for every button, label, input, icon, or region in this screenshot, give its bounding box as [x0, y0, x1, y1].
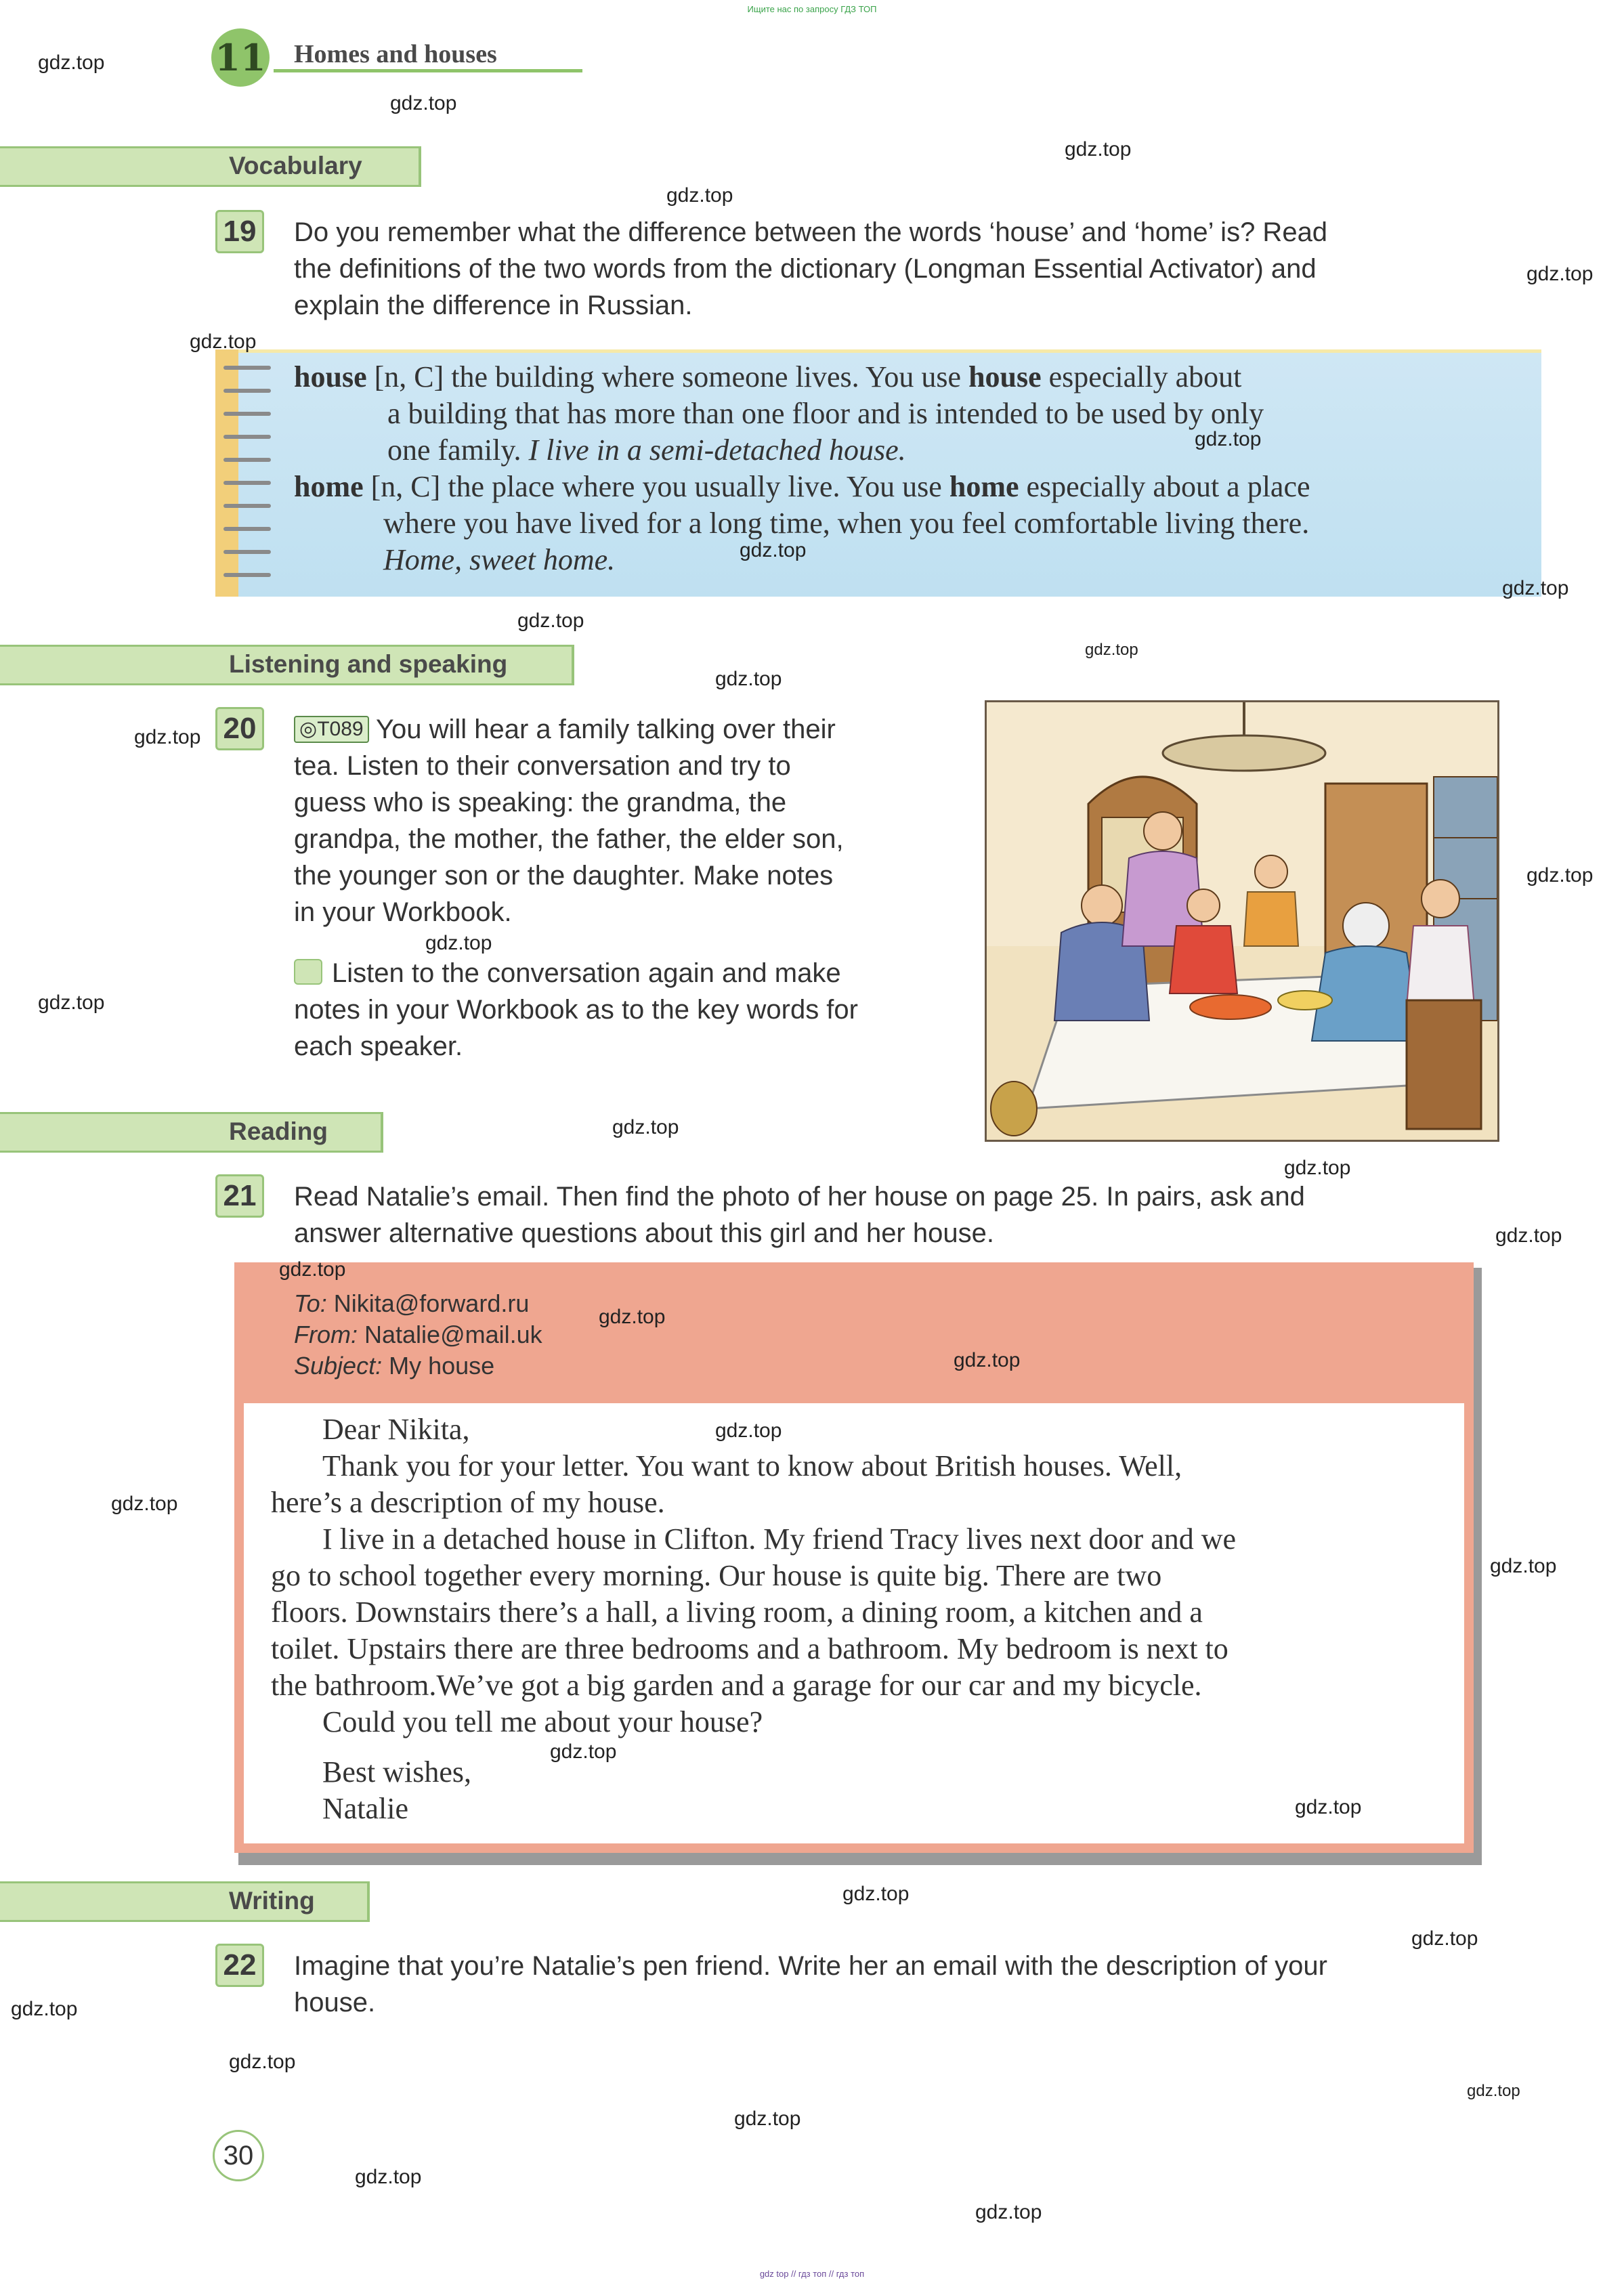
- unit-title-underline: [274, 69, 582, 72]
- dictionary-entry-house: [294, 359, 1513, 469]
- watermark: gdz.top: [111, 1493, 178, 1515]
- section-label-vocabulary: Vocabulary: [229, 152, 362, 179]
- watermark: gdz.top: [1495, 1224, 1562, 1247]
- watermark: gdz.top: [390, 92, 457, 114]
- email-line: Could you tell me about your house?: [322, 1705, 763, 1738]
- email-line: Thank you for your letter. You want to know about British houses. Well,: [322, 1449, 1182, 1482]
- email-subject-label: Subject:: [294, 1352, 383, 1380]
- headword-home: home: [294, 470, 364, 503]
- watermark: gdz.top: [190, 330, 257, 353]
- ring-icon: [223, 435, 271, 439]
- listen-again-icon: [294, 959, 322, 985]
- watermark: gdz.top: [842, 1883, 910, 1905]
- email-from-label: From:: [294, 1321, 358, 1348]
- text-line: answer alternative questions about this girl and her house.: [294, 1218, 994, 1248]
- ring-icon: [223, 527, 271, 531]
- text-line: tea. Listen to their conversation and try to: [294, 751, 791, 781]
- watermark: gdz.top: [954, 1349, 1021, 1371]
- text-line: guess who is speaking: the grandma, the: [294, 788, 787, 817]
- watermark: gdz.top: [355, 2166, 422, 2188]
- email-line: go to school together every morning. Our house is quite big. There are two: [271, 1559, 1162, 1592]
- definition-text: one family.: [387, 433, 521, 467]
- watermark: gdz.top: [715, 668, 782, 690]
- text-line: house.: [294, 1988, 376, 2017]
- definition-text: a building that has more than one floor and is intended to be used by only: [387, 397, 1264, 430]
- audio-track-badge: [294, 716, 369, 743]
- ring-icon: [223, 389, 271, 393]
- keyword: house: [968, 360, 1042, 393]
- definition-text: where you have lived for a long time, when you feel comfortable living there.: [383, 507, 1310, 540]
- email-to-value: Nikita@forward.ru: [333, 1289, 530, 1317]
- definition-text: the place where you usually live. You use: [448, 470, 942, 503]
- exercise-20-instructions: [294, 711, 971, 1065]
- watermark: gdz.top: [1284, 1157, 1351, 1179]
- watermark: gdz.top: [612, 1116, 679, 1138]
- watermark: gdz.top: [134, 726, 201, 748]
- dictionary-entry-home: [294, 469, 1513, 578]
- watermark: gdz.top: [740, 539, 807, 561]
- text-line: the definitions of the two words from the dictionary (Longman Essential Activator) and: [294, 254, 1317, 284]
- text-line: notes in your Workbook as to the key words for: [294, 995, 858, 1025]
- section-label-reading: Reading: [229, 1117, 328, 1145]
- definition-text: especially about: [1048, 360, 1242, 393]
- text-line: the younger son or the daughter. Make notes: [294, 861, 834, 891]
- email-subject-value: My house: [389, 1352, 495, 1380]
- watermark: gdz.top: [550, 1740, 617, 1763]
- text-line: grandpa, the mother, the father, the elder son,: [294, 824, 844, 854]
- watermark: gdz.top: [1502, 577, 1569, 599]
- email-body: [271, 1411, 1446, 1827]
- audio-track-id: T089: [317, 718, 364, 740]
- exercise-number-20: 20: [215, 707, 264, 750]
- bottom-note: gdz top // гдз топ // гдз топ: [759, 2269, 865, 2279]
- email-line: here’s a description of my house.: [271, 1486, 665, 1519]
- ring-icon: [223, 481, 271, 485]
- email-subject-field: [294, 1350, 1445, 1382]
- keyword: home: [949, 470, 1019, 503]
- email-to-label: To:: [294, 1289, 327, 1317]
- watermark: gdz.top: [1526, 263, 1594, 285]
- family-dinner-drawing: [987, 702, 1497, 1140]
- exercise-21-instructions: [294, 1178, 1513, 1252]
- text-line: explain the difference in Russian.: [294, 291, 693, 320]
- watermark: gdz.top: [734, 2108, 801, 2130]
- grammar-tag: [n, C]: [374, 360, 444, 393]
- exercise-number-21: 21: [215, 1174, 264, 1218]
- watermark: gdz.top: [1085, 641, 1138, 659]
- watermark: gdz.top: [279, 1258, 346, 1281]
- text-line: in your Workbook.: [294, 897, 512, 927]
- unit-title: Homes and houses: [294, 40, 497, 68]
- ring-icon: [223, 412, 271, 416]
- email-line: the bathroom.We’ve got a big garden and a garage for our car and my bicycle.: [271, 1669, 1202, 1702]
- watermark: gdz.top: [229, 2051, 296, 2073]
- text-line: Do you remember what the difference between the words ‘house’ and ‘home’ is? Read: [294, 217, 1328, 247]
- exercise-number-22: 22: [215, 1944, 264, 1987]
- watermark: gdz.top: [1526, 864, 1594, 886]
- watermark: gdz.top: [517, 610, 584, 632]
- family-dinner-illustration: [985, 700, 1499, 1142]
- text-line: You will hear a family talking over their: [375, 714, 836, 744]
- example-sentence: Home, sweet home.: [383, 543, 616, 576]
- definition-text: especially about a place: [1026, 470, 1310, 503]
- email-to-field: [294, 1288, 1445, 1319]
- email-line: floors. Downstairs there’s a hall, a living room, a dining room, a kitchen and a: [271, 1596, 1203, 1629]
- text-line: Imagine that you’re Natalie’s pen friend. Write her an email with the description of your: [294, 1951, 1327, 1981]
- exercise-22-instructions: [294, 1948, 1513, 2021]
- email-greeting: Dear Nikita,: [322, 1413, 470, 1446]
- section-label-writing: Writing: [229, 1887, 315, 1915]
- watermark: gdz.top: [38, 991, 105, 1014]
- watermark: gdz.top: [1295, 1796, 1362, 1818]
- email-line: I live in a detached house in Clifton. My friend Tracy lives next door and we: [322, 1522, 1237, 1556]
- section-label-listening: Listening and speaking: [229, 650, 508, 678]
- headword-house: house: [294, 360, 367, 393]
- text-line: each speaker.: [294, 1031, 463, 1061]
- text-line: Listen to the conversation again and make: [332, 958, 841, 988]
- watermark: gdz.top: [975, 2201, 1042, 2223]
- watermark: gdz.top: [1411, 1927, 1478, 1950]
- watermark: gdz.top: [11, 1998, 78, 2020]
- page-number: 30: [213, 2130, 264, 2181]
- unit-number-badge: 11: [211, 28, 270, 87]
- grammar-tag: [n, C]: [370, 470, 441, 503]
- watermark: gdz.top: [1195, 428, 1262, 450]
- watermark: gdz.top: [666, 184, 733, 207]
- top-note: Ищите нас по запросу ГДЗ ТОП: [747, 4, 877, 14]
- audio-disc-icon: ◎: [299, 718, 318, 740]
- text-line: Read Natalie’s email. Then find the photo of her house on page 25. In pairs, ask and: [294, 1182, 1305, 1212]
- exercise-number-19: 19: [215, 210, 264, 253]
- example-sentence: I live in a semi-detached house.: [528, 433, 906, 467]
- ring-icon: [223, 458, 271, 462]
- email-signoff: Best wishes,: [322, 1755, 471, 1789]
- email-signature: Natalie: [322, 1792, 409, 1825]
- watermark: gdz.top: [1467, 2082, 1520, 2100]
- watermark: gdz.top: [599, 1306, 666, 1328]
- watermark: gdz.top: [1490, 1555, 1557, 1577]
- email-from-value: Natalie@mail.uk: [364, 1321, 542, 1348]
- watermark: gdz.top: [715, 1419, 782, 1442]
- ring-icon: [223, 366, 271, 370]
- watermark: gdz.top: [38, 51, 105, 74]
- watermark: gdz.top: [1065, 138, 1132, 161]
- ring-icon: [223, 550, 271, 554]
- exercise-19-instructions: [294, 214, 1513, 324]
- watermark: gdz.top: [425, 932, 492, 954]
- ring-icon: [223, 504, 271, 508]
- ring-icon: [223, 573, 271, 577]
- definition-text: the building where someone lives. You use: [451, 360, 962, 393]
- email-header-fields: [294, 1288, 1445, 1382]
- email-line: toilet. Upstairs there are three bedrooms and a bathroom. My bedroom is next to: [271, 1632, 1228, 1665]
- email-from-field: [294, 1319, 1445, 1350]
- notebook-binding-strip: [215, 349, 238, 597]
